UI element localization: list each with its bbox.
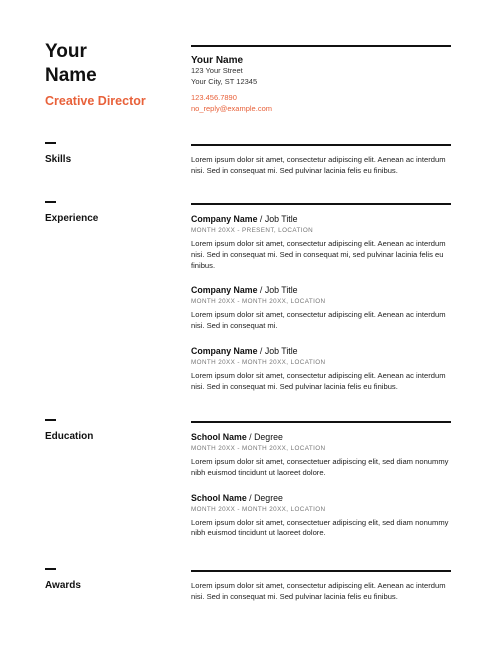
experience-entry-title — [191, 214, 451, 224]
contact-divider — [191, 45, 451, 47]
company-name: Company Name — [191, 214, 258, 224]
degree: / Degree — [246, 432, 283, 442]
name-line-1: Your — [45, 41, 87, 62]
awards-dash — [45, 568, 56, 570]
skills-divider — [191, 144, 451, 146]
education-entry-text: Lorem ipsum dolor sit amet, consectetuer adipiscing elit, sed diam nonummy nibh euismod tincidunt ut laoreet dolore. — [191, 517, 449, 538]
experience-entry-meta: MONTH 20XX - PRESENT, LOCATION — [191, 227, 314, 234]
experience-divider — [191, 203, 451, 205]
experience-entry-title — [191, 346, 451, 356]
experience-dash — [45, 201, 56, 203]
company-name: Company Name — [191, 285, 258, 296]
awards-heading — [45, 568, 165, 591]
education-dash — [45, 419, 56, 421]
skills-text: Lorem ipsum dolor sit amet, consectetur adipiscing elit. Aenean ac interdum nisi. Sed in consequat mi. Sed pulvinar lacinia felis eu finibus. — [191, 155, 446, 175]
education-divider — [191, 421, 451, 423]
school-name: School Name — [191, 492, 247, 503]
awards-section — [191, 570, 451, 603]
experience-entry-title — [191, 285, 451, 295]
awards-label: Awards — [45, 580, 81, 591]
name-line-2: Name — [45, 65, 97, 86]
experience-heading — [45, 201, 165, 224]
experience-entry — [191, 346, 451, 393]
experience-section — [191, 203, 451, 407]
experience-entry — [191, 285, 451, 332]
awards-text: Lorem ipsum dolor sit amet, consectetur adipiscing elit. Aenean ac interdum nisi. Sed in consequat mi. Sed pulvinar lacinia felis eu finibus. — [191, 581, 446, 601]
education-heading — [45, 419, 165, 442]
name-block — [45, 40, 175, 108]
education-label: Education — [45, 431, 94, 442]
skills-heading — [45, 142, 165, 165]
skills-dash — [45, 142, 56, 144]
education-entry-title — [191, 493, 451, 503]
experience-entry-text: Lorem ipsum dolor sit amet, consectetur adipiscing elit. Aenean ac interdum nisi. Sed in consequat mi. Sed in consequat mi, sed pulvinar lacinia felis eu finibus. — [191, 239, 446, 270]
education-entry-meta: MONTH 20XX - MONTH 20XX, LOCATION — [191, 505, 326, 513]
school-name: School Name — [191, 432, 247, 442]
job-title: / Job Title — [257, 214, 298, 224]
education-section — [191, 421, 451, 553]
awards-divider — [191, 570, 451, 572]
company-name: Company Name — [191, 345, 258, 356]
experience-entry-text: Lorem ipsum dolor sit amet, consectetur adipiscing elit. Aenean ac interdum nisi. Sed in consequat mi. — [191, 310, 446, 331]
education-entry-meta: MONTH 20XX - MONTH 20XX, LOCATION — [191, 445, 326, 452]
contact-email: no_reply@example.com — [191, 103, 272, 113]
job-title: / Job Title — [257, 345, 298, 356]
education-entry — [191, 432, 451, 479]
job-title: / Job Title — [257, 285, 298, 296]
experience-entry-text: Lorem ipsum dolor sit amet, consectetur adipiscing elit. Aenean ac interdum nisi. Sed in consequat mi. Sed pulvinar lacinia felis eu finibus. — [191, 370, 446, 391]
skills-label: Skills — [45, 154, 72, 165]
contact-section — [191, 45, 451, 114]
contact-name: Your Name — [191, 55, 244, 66]
role-title: Creative Director — [45, 94, 146, 108]
experience-entry-meta: MONTH 20XX - MONTH 20XX, LOCATION — [191, 358, 326, 366]
education-entry-text: Lorem ipsum dolor sit amet, consectetuer adipiscing elit, sed diam nonummy nibh euismod tincidunt ut laoreet dolore. — [191, 457, 449, 477]
skills-section — [191, 144, 451, 177]
experience-entry — [191, 214, 451, 271]
education-entry — [191, 493, 451, 540]
contact-street: 123 Your Street — [191, 66, 243, 75]
experience-entry-meta: MONTH 20XX - MONTH 20XX, LOCATION — [191, 298, 326, 306]
contact-city: Your City, ST 12345 — [191, 76, 258, 86]
education-entry-title — [191, 432, 451, 442]
experience-label: Experience — [45, 213, 99, 224]
contact-phone: 123.456.7890 — [191, 93, 237, 102]
degree: / Degree — [246, 492, 283, 503]
